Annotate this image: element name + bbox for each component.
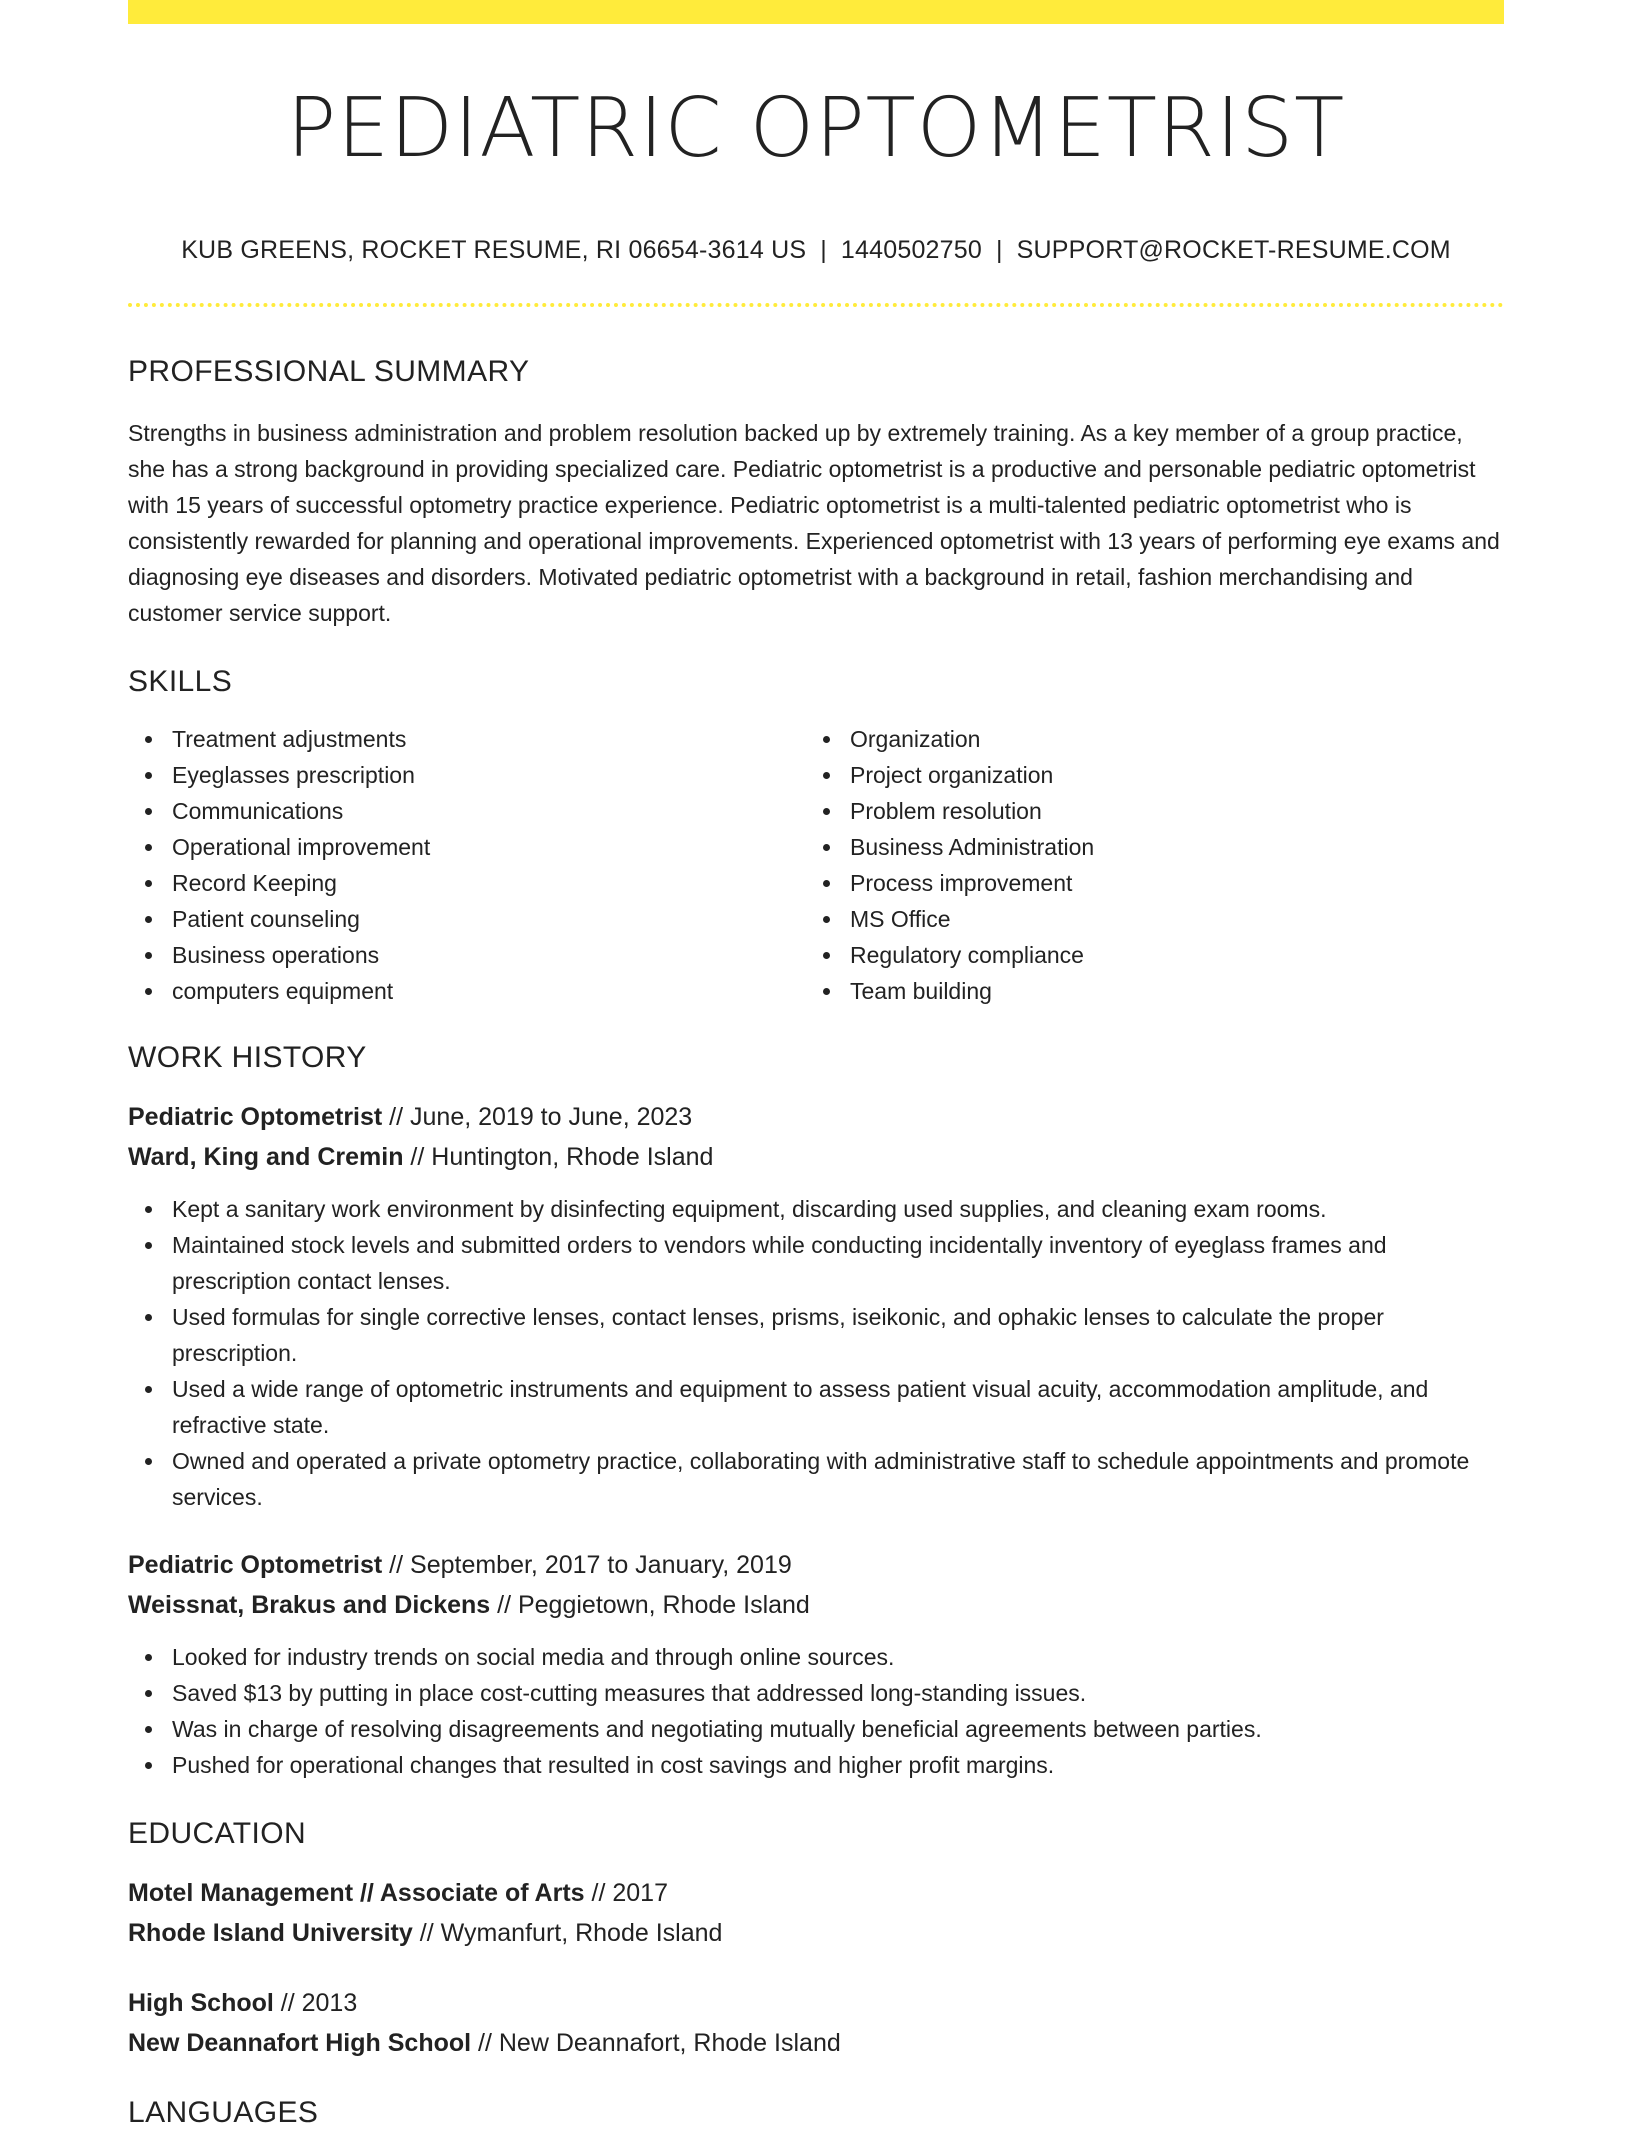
education-degree: High School — [128, 1989, 274, 2018]
education-degree: Motel Management // Associate of Arts — [128, 1879, 585, 1908]
skill-item: Communications — [128, 793, 806, 829]
job-bullets — [128, 1191, 1504, 1515]
contact-line — [128, 236, 1504, 265]
job-bullet: Looked for industry trends on social media and through online sources. — [128, 1639, 1504, 1675]
job-title-line — [128, 1545, 1504, 1585]
job-company-line — [128, 1585, 1504, 1625]
skill-item: Project organization — [806, 757, 1484, 793]
accent-bar — [128, 0, 1504, 24]
skill-item: Operational improvement — [128, 829, 806, 865]
job-company-line — [128, 1137, 1504, 1177]
contact-email: SUPPORT@ROCKET-RESUME.COM — [1016, 236, 1451, 265]
job-entry — [128, 1097, 1504, 1515]
skill-item: Process improvement — [806, 865, 1484, 901]
work-heading: WORK HISTORY — [128, 1041, 367, 1075]
education-entry — [128, 1873, 1504, 1953]
job-location: // Huntington, Rhode Island — [403, 1143, 714, 1172]
education-school: New Deannafort High School — [128, 2029, 472, 2058]
skill-item: Business operations — [128, 937, 806, 973]
education-location: // Wymanfurt, Rhode Island — [412, 1919, 723, 1948]
contact-separator: | — [820, 236, 827, 265]
skill-item: Team building — [806, 973, 1484, 1009]
skill-item: Organization — [806, 721, 1484, 757]
skill-item: Regulatory compliance — [806, 937, 1484, 973]
education-school-line — [128, 1913, 1504, 1953]
job-bullet: Used formulas for single corrective lenses, contact lenses, prisms, iseikonic, and ophakic lenses to calculate the proper prescription. — [128, 1299, 1504, 1371]
education-heading: EDUCATION — [128, 1817, 307, 1851]
skill-item: Eyeglasses prescription — [128, 757, 806, 793]
skill-item: Patient counseling — [128, 901, 806, 937]
job-company: Weissnat, Brakus and Dickens — [128, 1591, 491, 1620]
skill-item: Record Keeping — [128, 865, 806, 901]
job-bullet: Used a wide range of optometric instruments and equipment to assess patient visual acuity, accommodation amplitude, and refractive state. — [128, 1371, 1504, 1443]
education-degree-line — [128, 1983, 1504, 2023]
skill-item: MS Office — [806, 901, 1484, 937]
skills-heading: SKILLS — [128, 665, 233, 699]
skills-list — [128, 721, 1504, 1009]
education-location: // New Deannafort, Rhode Island — [471, 2029, 841, 2058]
contact-separator: | — [995, 236, 1003, 265]
job-title: Pediatric Optometrist — [128, 1551, 383, 1580]
education-school-line — [128, 2023, 1504, 2063]
dotted-divider — [128, 303, 1504, 307]
job-location: // Peggietown, Rhode Island — [490, 1591, 810, 1620]
skill-item: Business Administration — [806, 829, 1484, 865]
job-title-line — [128, 1097, 1504, 1137]
resume-page — [128, 0, 1504, 2129]
job-bullets — [128, 1639, 1504, 1783]
education-degree-line — [128, 1873, 1504, 1913]
resume-name: PEDIATRIC OPTOMETRIST — [286, 81, 1346, 176]
job-dates: // September, 2017 to January, 2019 — [382, 1551, 792, 1580]
skills-column-right — [806, 721, 1484, 1009]
education-year: // 2017 — [584, 1879, 668, 1908]
job-title: Pediatric Optometrist — [128, 1103, 383, 1132]
languages-heading: LANGUAGES — [128, 2096, 319, 2129]
summary-text: Strengths in business administration and problem resolution backed up by extremely training. As a key member of a group practice, she has a strong background in providing specialized care. Pediatric optometrist is a productive and personable pediatric optometrist with 15 years of successful optometry practice experience. Pediatric optometrist is a multi-talented pediatric optometrist who is consistently rewarded for planning and operational improvements. Experienced optometrist with 13 years of performing eye exams and diagnosing eye diseases and disorders. Motivated pediatric optometrist with a background in retail, fashion merchandising and customer service support. — [128, 420, 1500, 627]
skills-column-left — [128, 721, 806, 1009]
skill-item: Problem resolution — [806, 793, 1484, 829]
education-entry — [128, 1983, 1504, 2063]
contact-address: KUB GREENS, ROCKET RESUME, RI 06654-3614 US — [181, 236, 807, 265]
skill-item: Treatment adjustments — [128, 721, 806, 757]
education-school: Rhode Island University — [128, 1919, 413, 1948]
job-bullet: Owned and operated a private optometry practice, collaborating with administrative staff to schedule appointments and promote services. — [128, 1443, 1504, 1515]
job-company: Ward, King and Cremin — [128, 1143, 404, 1172]
job-bullet: Kept a sanitary work environment by disinfecting equipment, discarding used supplies, and cleaning exam rooms. — [128, 1191, 1504, 1227]
job-bullet: Maintained stock levels and submitted orders to vendors while conducting incidentally inventory of eyeglass frames and prescription contact lenses. — [128, 1227, 1504, 1299]
contact-phone: 1440502750 — [840, 236, 982, 265]
job-bullet: Was in charge of resolving disagreements and negotiating mutually beneficial agreements between parties. — [128, 1711, 1504, 1747]
job-entry — [128, 1545, 1504, 1783]
job-bullet: Saved $13 by putting in place cost-cutting measures that addressed long-standing issues. — [128, 1675, 1504, 1711]
skill-item: computers equipment — [128, 973, 806, 1009]
education-year: // 2013 — [273, 1989, 358, 2018]
summary-heading: PROFESSIONAL SUMMARY — [128, 355, 530, 389]
job-bullet: Pushed for operational changes that resulted in cost savings and higher profit margins. — [128, 1747, 1504, 1783]
job-dates: // June, 2019 to June, 2023 — [382, 1103, 693, 1132]
